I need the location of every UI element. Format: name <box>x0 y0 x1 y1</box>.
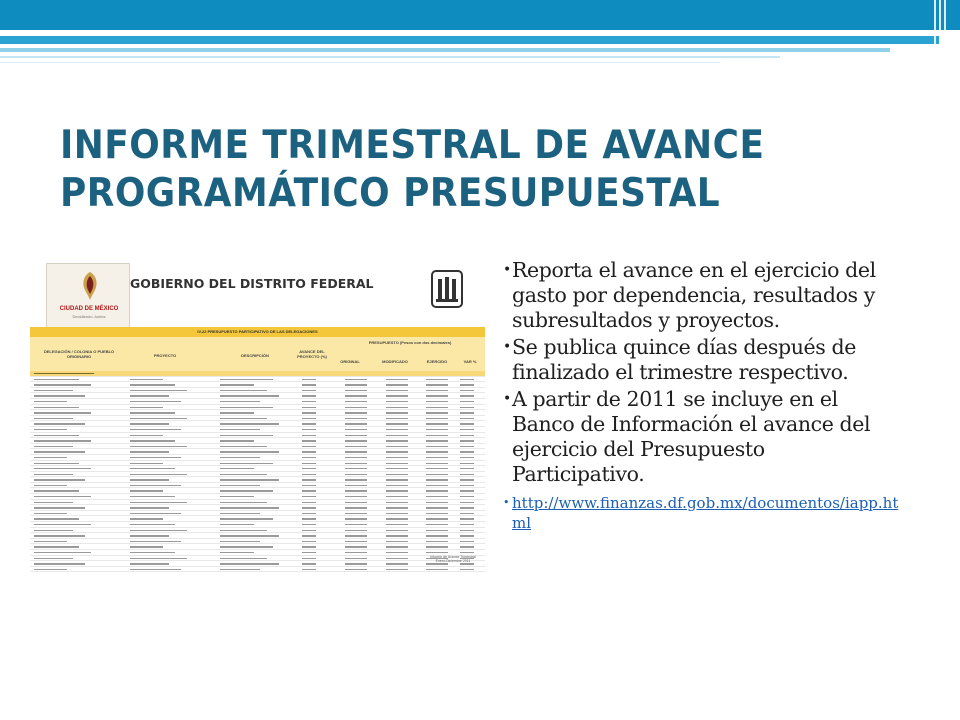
band-vertical-lines <box>934 0 950 70</box>
table-title: IV.22 PRESUPUESTO PARTICIPATIVO DE LAS DELEGACIONES <box>30 327 485 337</box>
header-modificado: MODIFICADO <box>382 359 408 364</box>
top-decorative-band <box>0 0 960 70</box>
bullet-item: • A partir de 2011 se incluye en el Banco de Información el avance del ejercicio del Presupuesto Participativo. <box>503 387 871 486</box>
table-row <box>30 567 485 573</box>
logo-sub-text: Decidiendo Juntos <box>72 314 106 319</box>
bird-emblem-icon <box>79 270 101 302</box>
header-original: ORIGINAL <box>340 359 360 364</box>
logo-city-text: CIUDAD DE MÉXICO <box>59 306 119 312</box>
government-seal-icon <box>430 269 464 309</box>
header-descripcion: DESCRIPCIÓN <box>241 353 269 358</box>
header-presupuesto: PRESUPUESTO (Pesos con dos decimales) <box>368 340 452 345</box>
header-avance: AVANCE DEL PROYECTO (%) <box>297 349 327 359</box>
document-footer-mark: Informe de Avance Trimestral Enero-Diciembre 2011 <box>430 555 476 563</box>
bullet-text: Reporta el avance en el ejercicio del gasto por dependencia, resultados y subresultados y proyectos. <box>512 258 876 332</box>
government-name: GOBIERNO DEL DISTRITO FEDERAL <box>130 276 374 291</box>
bullet-text: Se publica quince días después de finalizado el trimestre respectivo. <box>512 335 856 384</box>
bullet-list <box>503 258 902 533</box>
documents-link[interactable]: http://www.finanzas.df.gob.mx/documentos/iapp.html <box>512 494 899 532</box>
report-document-image <box>30 255 485 585</box>
slide-title: INFORME TRIMESTRAL DE AVANCE PROGRAMÁTICO PRESUPUESTAL <box>60 123 765 216</box>
header-ejercido: EJERCIDO <box>426 359 448 364</box>
table-header <box>30 337 485 371</box>
header-proyecto: PROYECTO <box>153 353 177 358</box>
table-body <box>30 371 485 572</box>
link-bullet: • http://www.finanzas.df.gob.mx/documentos/iapp.html <box>503 494 899 532</box>
bullet-text: A partir de 2011 se incluye en el Banco de Información el avance del ejercicio del Presupuesto Participativo. <box>512 387 871 486</box>
bullet-item: • Reporta el avance en el ejercicio del gasto por dependencia, resultados y subresultados y proyectos. <box>503 258 876 332</box>
header-delegacion: DELEGACIÓN / COLONIA O PUEBLO ORIGINARIO <box>43 349 115 359</box>
bullet-item: • Se publica quince días después de finalizado el trimestre respectivo. <box>503 335 856 384</box>
header-var: VAR % <box>463 359 477 364</box>
cdmx-logo <box>46 263 130 329</box>
